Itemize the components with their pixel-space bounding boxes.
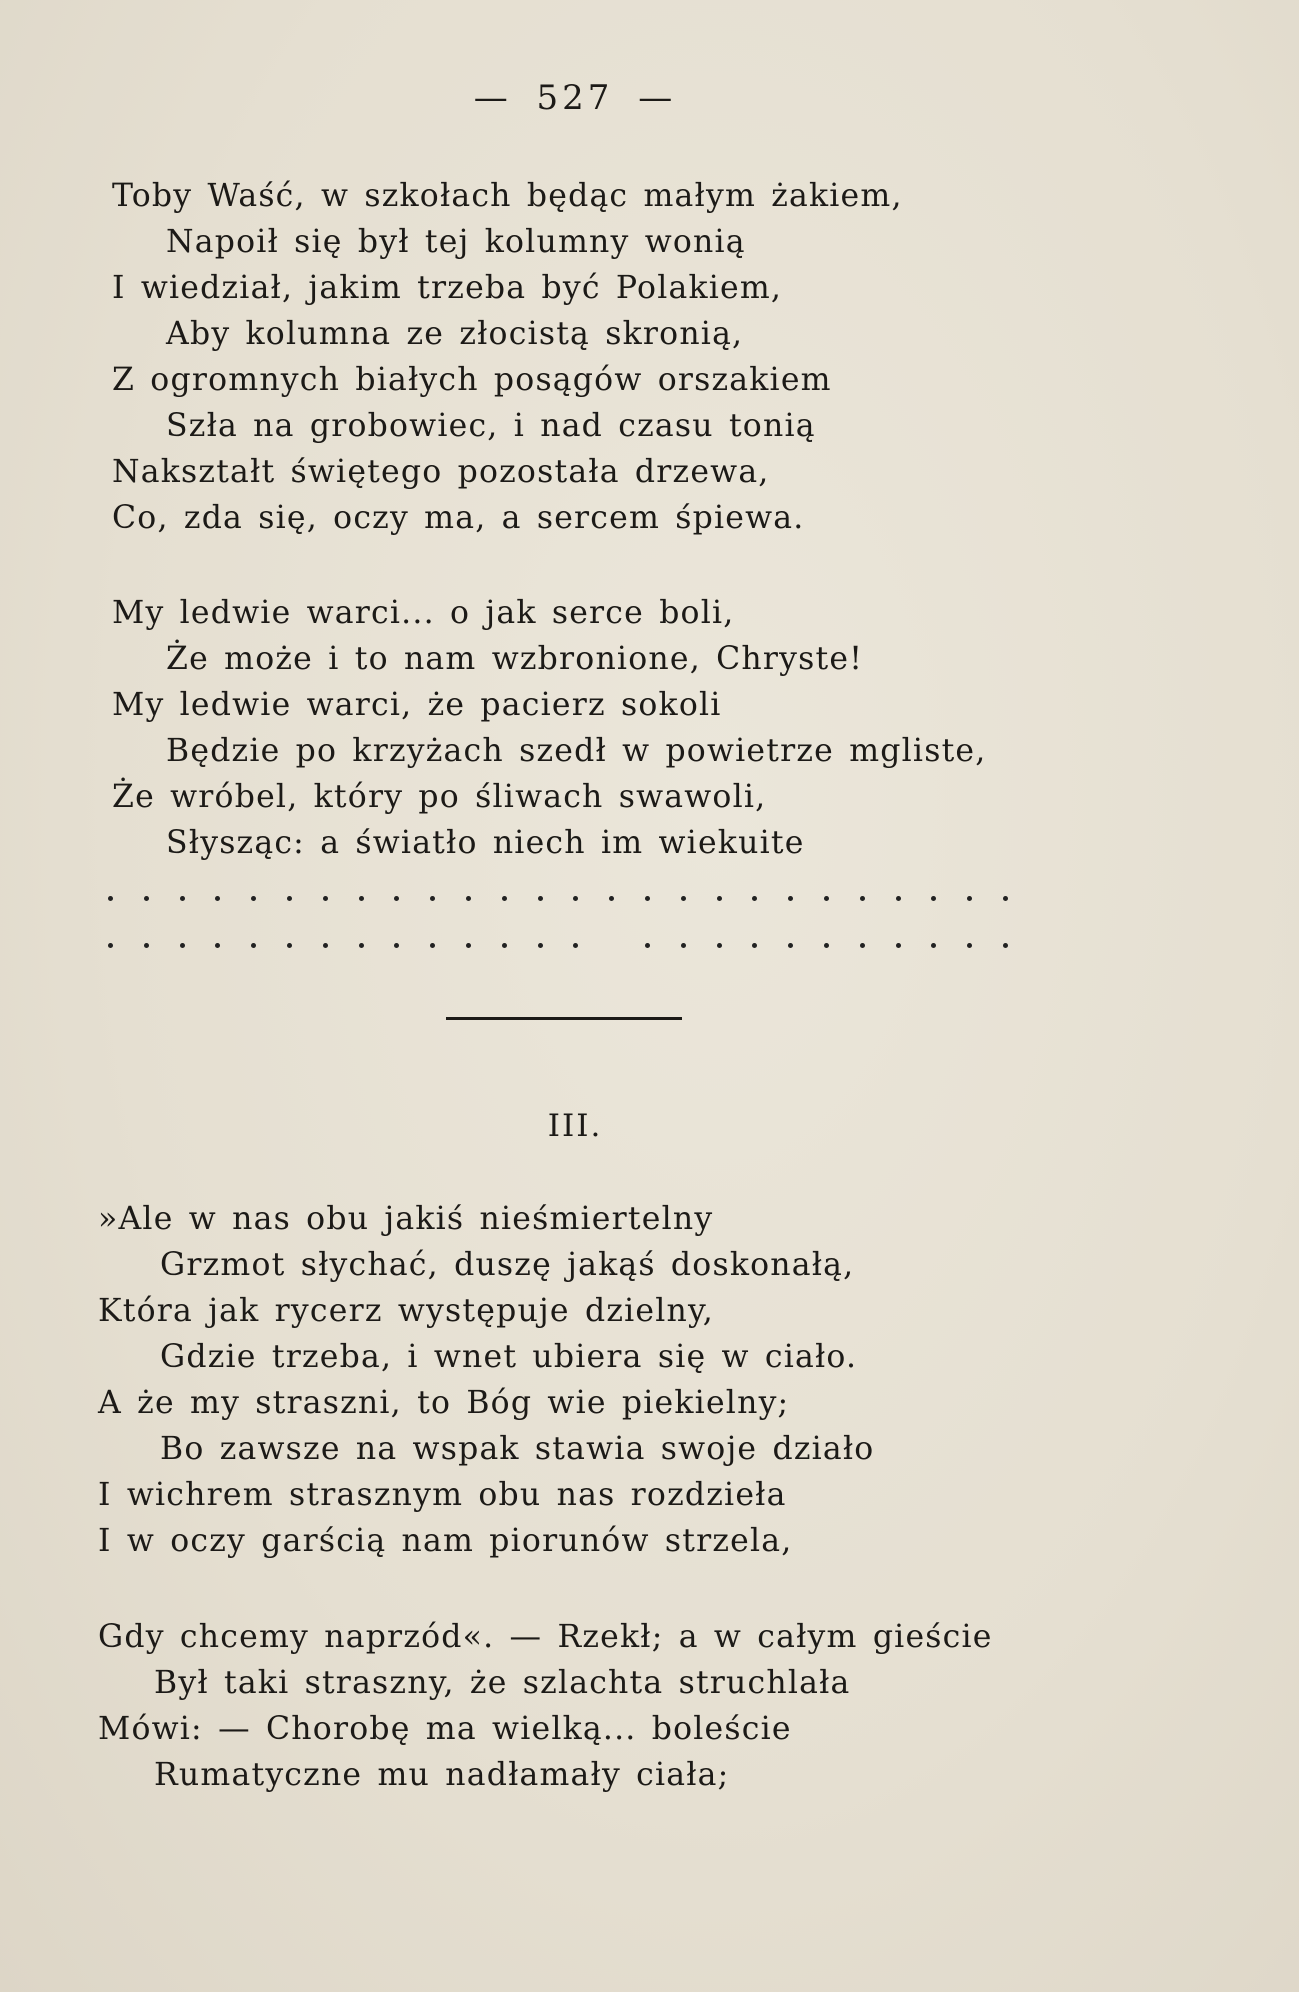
verse-line: Napoił się był tej kolumny wonią <box>166 224 746 260</box>
verse-line: Gdzie trzeba, i wnet ubiera się w ciało. <box>160 1339 858 1375</box>
verse-line: Aby kolumna ze złocistą skronią, <box>166 316 744 352</box>
section-divider <box>446 1017 682 1020</box>
verse-line: I wichrem strasznym obu nas rozdzieła <box>98 1477 787 1513</box>
verse-line: Mówi: — Chorobę ma wielką... boleście <box>98 1711 792 1747</box>
verse-line: I w oczy garścią nam piorunów strzela, <box>98 1523 793 1559</box>
verse-line: My ledwie warci, że pacierz sokoli <box>112 687 722 723</box>
verse-line: Że wróbel, który po śliwach swawoli, <box>112 779 767 815</box>
verse-line: A że my straszni, to Bóg wie piekielny; <box>98 1385 790 1421</box>
verse-line: Że może i to nam wzbronione, Chryste! <box>166 641 864 677</box>
ellipsis-row <box>108 896 1008 916</box>
verse-line: Będzie po krzyżach szedł w powietrze mgliste, <box>166 733 987 769</box>
verse-line: Słysząc: a światło niech im wiekuite <box>166 825 805 861</box>
verse-line: Rumatyczne mu nadłamały ciała; <box>154 1757 730 1793</box>
section-numeral: III. <box>547 1108 603 1144</box>
verse-line: Był taki straszny, że szlachta struchlała <box>154 1665 851 1701</box>
verse-line: My ledwie warci... o jak serce boli, <box>112 595 735 631</box>
page-number: — 527 — <box>473 78 677 118</box>
verse-line: Z ogromnych białych posągów orszakiem <box>112 362 832 398</box>
verse-line: Gdy chcemy naprzód«. — Rzekł; a w całym gieście <box>98 1619 993 1655</box>
verse-line: I wiedział, jakim trzeba być Polakiem, <box>112 270 783 306</box>
ellipsis-row <box>108 943 1008 963</box>
verse-line: Nakształt świętego pozostała drzewa, <box>112 454 770 490</box>
verse-line: Co, zda się, oczy ma, a sercem śpiewa. <box>112 500 805 536</box>
verse-line: »Ale w nas obu jakiś nieśmiertelny <box>98 1201 714 1237</box>
verse-line: Bo zawsze na wspak stawia swoje działo <box>160 1431 875 1467</box>
verse-line: Szła na grobowiec, i nad czasu tonią <box>166 408 816 444</box>
verse-line: Która jak rycerz występuje dzielny, <box>98 1293 715 1329</box>
verse-line: Toby Waść, w szkołach będąc małym żakiem, <box>112 178 903 214</box>
verse-line: Grzmot słychać, duszę jakąś doskonałą, <box>160 1247 855 1283</box>
